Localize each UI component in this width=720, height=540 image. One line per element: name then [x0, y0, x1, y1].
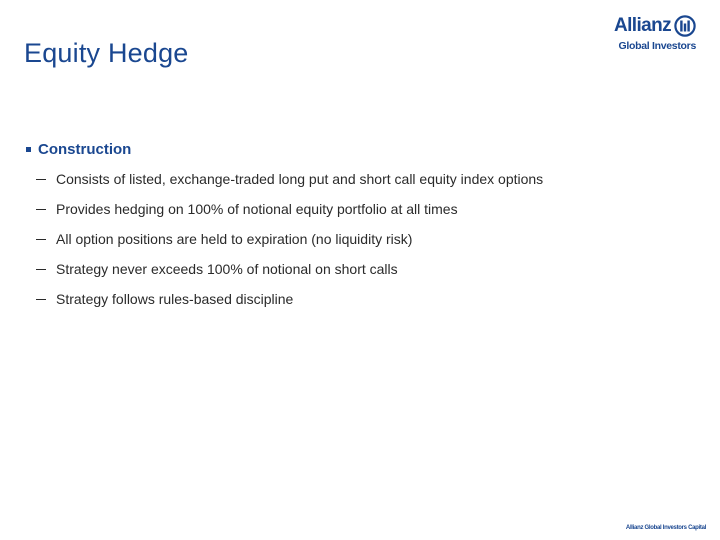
allianz-eagle-icon — [674, 15, 696, 37]
list-item-text: Consists of listed, exchange-traded long put and short call equity index options — [56, 171, 544, 187]
logo-top-row — [614, 15, 696, 37]
square-bullet-icon — [26, 147, 31, 152]
list-item-text: Strategy never exceeds 100% of notional on short calls — [56, 261, 398, 277]
slide-title: Equity Hedge — [24, 38, 189, 68]
section-heading — [26, 138, 686, 160]
list-item — [26, 258, 686, 280]
section-heading-text: Construction — [38, 140, 132, 158]
footer-text: Allianz Global Investors Capital — [625, 525, 706, 531]
list-item-text: Strategy follows rules-based discipline — [56, 291, 294, 307]
list-item — [26, 198, 686, 220]
content-area — [26, 138, 686, 310]
logo-wordmark: Allianz — [613, 15, 671, 36]
dash-bullet-icon — [36, 179, 46, 180]
list-item — [26, 288, 686, 310]
list-item — [26, 228, 686, 250]
dash-bullet-icon — [36, 269, 46, 270]
list-item-text: All option positions are held to expiration (no liquidity risk) — [56, 231, 413, 247]
list-item — [26, 168, 686, 190]
dash-bullet-icon — [36, 299, 46, 300]
list-item-text: Provides hedging on 100% of notional equity portfolio at all times — [56, 201, 458, 217]
dash-bullet-icon — [36, 239, 46, 240]
bullet-list — [26, 168, 686, 310]
dash-bullet-icon — [36, 209, 46, 210]
logo-subtitle: Global Investors — [618, 40, 696, 52]
company-logo — [596, 15, 696, 55]
